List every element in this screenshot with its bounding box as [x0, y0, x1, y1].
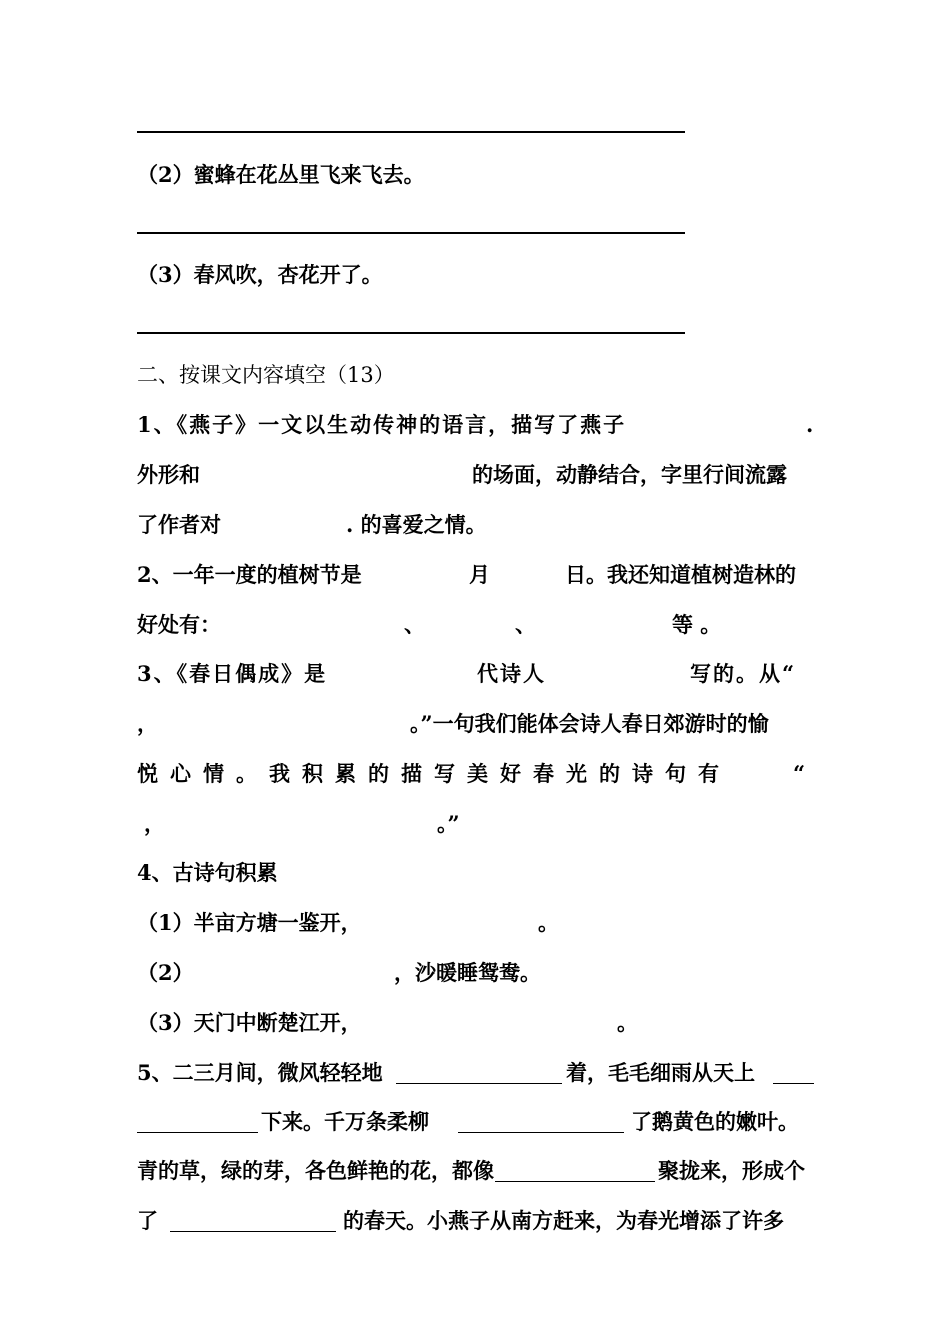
p5-line1-start: 5、二三月间，微风轻轻地 — [137, 1060, 383, 1085]
p1-line3-start: 了作者对 — [137, 512, 221, 537]
p3-line2-end: 。”一句我们能体会诗人春日郊游时的愉 — [410, 711, 769, 736]
blank[interactable] — [458, 1110, 624, 1133]
answer-line[interactable] — [137, 232, 685, 234]
p2-line2-start: 好处有： — [137, 612, 221, 637]
blank[interactable] — [773, 1061, 814, 1084]
p5-line4-end: 的春天。小燕子从南方赶来，为春光增添了许多 — [343, 1208, 784, 1233]
p3-line4-end: 。” — [437, 811, 460, 836]
p1-line1: 1、《燕子》一文以生动传神的语言，描写了燕子 — [137, 412, 627, 437]
p5-line3-start: 青的草，绿的芽，各色鲜艳的花，都像 — [137, 1158, 494, 1183]
q1-item-2: （2）蜜蜂在花丛里飞来飞去。 — [137, 162, 425, 187]
p1-line2-end: 的场面，动静结合，字里行间流露 — [472, 462, 787, 487]
p4-item2: （2） — [137, 960, 194, 985]
p4-title: 4、古诗句积累 — [137, 860, 278, 885]
answer-line[interactable] — [137, 332, 685, 334]
p2-line1-start: 2、一年一度的植树节是 — [137, 562, 362, 587]
p3-line2-start: ， — [137, 711, 158, 736]
blank[interactable] — [170, 1209, 336, 1232]
p5-line1-end: 着，毛毛细雨从天上 — [566, 1060, 755, 1085]
p3-line1-end: 写的。从“ — [690, 661, 797, 686]
p4-item3-end: 。 — [617, 1010, 638, 1035]
p1-line3-end: . 的喜爱之情。 — [346, 512, 487, 537]
blank[interactable] — [495, 1159, 655, 1182]
p2-sep2: 、 — [515, 612, 536, 637]
p3-line1-start: 3、《春日偶成》是 — [137, 661, 328, 686]
p5-line4-start: 了 — [137, 1208, 158, 1233]
p3-line1-mid: 代诗人 — [477, 661, 546, 686]
p1-line1-end: . — [806, 412, 814, 437]
answer-line[interactable] — [137, 131, 685, 133]
section-heading: 二、按课文内容填空（13） — [137, 363, 395, 387]
p5-line3-end: 聚拢来，形成个 — [658, 1158, 805, 1183]
p3-line4-start: ， — [144, 811, 165, 836]
p2-line2-end: 等 。 — [672, 612, 722, 637]
p5-line2-start: 下来。千万条柔柳 — [261, 1109, 429, 1134]
q1-item-3: （3）春风吹，杏花开了。 — [137, 262, 383, 287]
blank[interactable] — [396, 1061, 562, 1084]
p4-item3: （3）天门中断楚江开， — [137, 1010, 362, 1035]
p4-item1-end: 。 — [538, 910, 559, 935]
p2-month: 月 — [469, 562, 490, 587]
p3-line3-quote: “ — [793, 761, 806, 786]
p1-line2-start: 外形和 — [137, 462, 200, 487]
p2-line1-end: 日。我还知道植树造林的 — [565, 562, 796, 587]
p4-item1: （1）半亩方塘一鉴开， — [137, 910, 362, 935]
p3-line3: 悦心情。我积累的描写美好春光的诗句有 — [137, 761, 731, 786]
p2-sep1: 、 — [404, 612, 425, 637]
p4-item2-end: ，沙暖睡鸳鸯。 — [394, 960, 541, 985]
p5-line2-end: 了鹅黄色的嫩叶。 — [631, 1109, 799, 1134]
blank[interactable] — [137, 1110, 258, 1133]
